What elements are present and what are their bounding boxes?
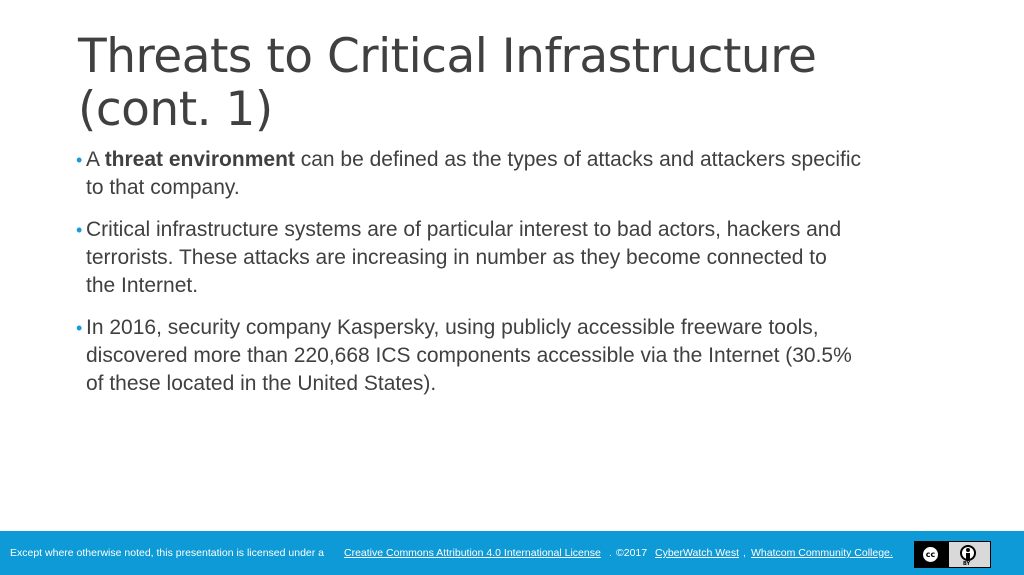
bullet-bold-term: threat environment <box>104 148 295 171</box>
bullet-dot-icon: • <box>76 150 83 170</box>
person-head-icon <box>966 548 970 552</box>
copyright-text: ©2017 <box>616 547 648 559</box>
cyberwatch-link[interactable]: CyberWatch West <box>655 547 740 559</box>
bullet-line: Critical infrastructure systems are of particular interest to bad actors, hackers and <box>86 218 842 241</box>
cc-by-badge[interactable] <box>914 541 991 568</box>
license-prefix: Except where otherwise noted, this presentation is licensed under a <box>10 547 325 559</box>
bullet-line <box>86 146 956 174</box>
cc-icon: cc <box>921 545 940 564</box>
bullet-line: to that company. <box>86 176 240 199</box>
title-line-2: (cont. 1) <box>78 82 273 137</box>
attribution-person-icon <box>960 545 976 561</box>
bullet-text: can be defined as the types of attacks and attackers specific <box>294 148 862 171</box>
bullet-line: In 2016, security company Kaspersky, using publicly accessible freeware tools, <box>86 316 819 339</box>
license-link[interactable]: Creative Commons Attribution 4.0 International License <box>344 547 601 559</box>
license-period: . <box>609 547 612 559</box>
bullet-dot-icon: • <box>76 318 83 338</box>
bullet-list <box>76 146 956 412</box>
bullet-line: terrorists. These attacks are increasing in number as they become connected to <box>86 246 827 269</box>
org-comma: , <box>743 547 746 559</box>
whatcom-link[interactable]: Whatcom Community College. <box>751 547 893 559</box>
bullet-line: of these located in the United States). <box>86 372 437 395</box>
slide-title <box>78 30 978 136</box>
bullet-item <box>76 146 956 202</box>
bullet-item <box>76 314 956 398</box>
title-line-1: Threats to Critical Infrastructure <box>78 29 817 84</box>
person-body-icon <box>966 553 970 559</box>
cc-badge-left <box>915 542 949 567</box>
bullet-line: the Internet. <box>86 274 199 297</box>
by-label: BY <box>963 561 971 567</box>
bullet-item <box>76 216 956 300</box>
bullet-line: discovered more than 220,668 ICS components accessible via the Internet (30.5% <box>86 344 852 367</box>
bullet-dot-icon: • <box>76 220 83 240</box>
bullet-text: A <box>86 148 105 171</box>
